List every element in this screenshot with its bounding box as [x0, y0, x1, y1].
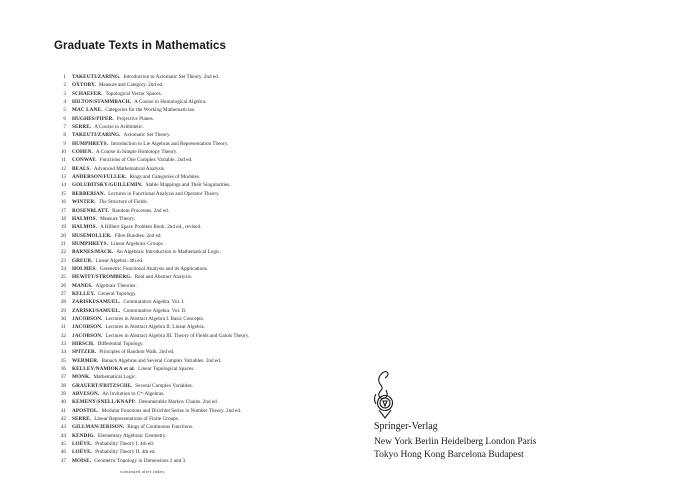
- publisher-cities: [374, 436, 536, 462]
- series-number: 43: [60, 424, 66, 431]
- series-author: SERRE.: [72, 416, 92, 423]
- series-author: SERRE.: [72, 124, 92, 131]
- series-list-item: [48, 332, 348, 340]
- series-book-title: Stable Mappings and Their Singularities.: [145, 182, 231, 189]
- series-author: GREUB.: [72, 257, 93, 264]
- series-number: 22: [60, 249, 66, 256]
- series-book-title: A Course in Arithmetic.: [94, 124, 144, 131]
- series-book-title: Axiomatic Set Theory.: [123, 132, 171, 139]
- series-list-item: [48, 156, 348, 164]
- series-author: GILLMAN/JERISON.: [72, 424, 125, 431]
- series-number: 7: [63, 124, 66, 131]
- series-number: 44: [60, 432, 66, 439]
- series-author: APOSTOL.: [72, 407, 99, 414]
- series-author: JACOBSON.: [72, 315, 103, 322]
- series-author: HEWITT/STROMBERG.: [72, 274, 132, 281]
- series-number: 45: [60, 441, 66, 448]
- series-number: 15: [60, 190, 66, 197]
- series-author: WERMER.: [72, 357, 99, 364]
- series-book-title: Real and Abstract Analysis.: [134, 274, 193, 281]
- series-book-title: Modular Functions and Dirichlet Series in Number Theory. 2nd ed.: [101, 407, 242, 414]
- series-number: 36: [60, 366, 66, 373]
- series-number: 32: [60, 332, 66, 339]
- series-number: 25: [60, 274, 66, 281]
- series-book-title: Lectures in Functional Analysis and Operator Theory.: [108, 190, 220, 197]
- series-book-title: Probability Theory II. 4th ed.: [95, 449, 156, 456]
- series-number: 29: [60, 307, 66, 314]
- series-number: 27: [60, 290, 66, 297]
- series-book-title: Lectures in Abstract Algebra I. Basic Concepts.: [105, 315, 204, 322]
- series-author: ZARISKI/SAMUEL.: [72, 299, 121, 306]
- series-number: 21: [60, 240, 66, 247]
- series-book-title: The Structure of Fields.: [98, 199, 148, 206]
- series-book-title: Probability Theory I. 4th ed.: [95, 441, 155, 448]
- series-author: HOLMES.: [72, 265, 97, 272]
- series-list-item: [48, 323, 348, 331]
- series-list-item: [48, 415, 348, 423]
- series-list-item: [48, 282, 348, 290]
- series-list-item: [48, 148, 348, 156]
- series-list-item: [48, 190, 348, 198]
- series-book-title: Several Complex Variables.: [135, 382, 193, 389]
- series-book-title: A Course in Simple Homotopy Theory.: [95, 149, 178, 156]
- springer-knight-logo-icon: [370, 368, 400, 424]
- series-list-item: [48, 357, 348, 365]
- series-number: 12: [60, 165, 66, 172]
- series-list-item: [48, 106, 348, 114]
- series-author: WINTER.: [72, 199, 96, 206]
- series-author: BERBERIAN.: [72, 190, 106, 197]
- series-number: 16: [60, 199, 66, 206]
- series-author: KELLEY.: [72, 290, 96, 297]
- series-book-title: An Invitation to C*-Algebras.: [102, 391, 165, 398]
- series-number: 35: [60, 357, 66, 364]
- series-author: GOLUBITSKY/GUILLEMIN.: [72, 182, 143, 189]
- series-list-item: [48, 407, 348, 415]
- series-book-title: Introduction to Axiomatic Set Theory. 2nd ed.: [123, 74, 220, 80]
- series-number: 20: [60, 232, 66, 239]
- series-book-title: A Course in Homological Algebra.: [134, 99, 207, 106]
- series-list-item: [48, 232, 348, 240]
- series-book-title: Linear Algebra. 4th ed.: [95, 257, 144, 264]
- series-number: 3: [63, 90, 66, 97]
- series-book-title: Linear Representations of Finite Groups.: [94, 416, 180, 423]
- cities-line: New York Berlin Heidelberg London Paris: [374, 437, 537, 447]
- series-number: 37: [60, 374, 66, 381]
- series-book-title: Fibre Bundles. 2nd ed.: [114, 232, 162, 239]
- series-author: HALMOS.: [72, 224, 98, 231]
- series-number: 40: [60, 399, 66, 406]
- series-number: 9: [63, 140, 66, 147]
- series-book-title: Introduction to Lie Algebras and Representation Theory.: [111, 140, 229, 147]
- series-list-item: [48, 140, 348, 148]
- series-list-item: [48, 398, 348, 406]
- series-list-item: [48, 298, 348, 306]
- series-number: 6: [63, 115, 66, 122]
- series-author: HUGHES/PIPER.: [72, 115, 114, 122]
- series-author: SCHAEFER.: [72, 90, 103, 97]
- series-list-item: [48, 423, 348, 431]
- series-number: 42: [60, 416, 66, 423]
- series-list-item: [48, 382, 348, 390]
- series-book-title: Advanced Mathematical Analysis.: [93, 165, 166, 172]
- series-book-title: Rings and Categories of Modules.: [129, 174, 201, 181]
- series-author: HALMOS.: [72, 215, 98, 222]
- series-number: 8: [63, 132, 66, 139]
- series-number: 46: [60, 449, 66, 456]
- series-list-item: [48, 115, 348, 123]
- series-list-item: [48, 98, 348, 106]
- series-number: 47: [60, 457, 66, 464]
- series-author: HUSEMOLLER.: [72, 232, 112, 239]
- series-list-item: [48, 81, 348, 89]
- series-list-item: [48, 390, 348, 398]
- series-author: BEALS.: [72, 165, 91, 172]
- series-author: JACOBSON.: [72, 324, 103, 331]
- cities-line: Tokyo Hong Kong Barcelona Budapest: [374, 450, 524, 460]
- series-book-title: Commutative Algebra. Vol. II.: [123, 307, 187, 314]
- series-book-title: Categories for the Working Mathematician.: [105, 107, 196, 114]
- series-author: COHEN.: [72, 149, 93, 156]
- series-book-title: Lectures in Abstract Algebra II. Linear Algebra.: [105, 324, 205, 331]
- series-number: 18: [60, 215, 66, 222]
- series-list-item: [48, 340, 348, 348]
- series-book-title: Algebraic Theories.: [95, 282, 137, 289]
- series-number: 24: [60, 265, 66, 272]
- series-book-title: Rings of Continuous Functions.: [127, 424, 194, 431]
- series-book-title: Random Processes. 2nd ed.: [112, 207, 170, 214]
- series-book-title: Measure and Category. 2nd ed.: [98, 82, 164, 89]
- series-book-title: An Algebraic Introduction to Mathematical Logic.: [116, 249, 221, 256]
- series-author: TAKEUTI/ZARING.: [72, 132, 121, 139]
- series-list-item: [48, 440, 348, 448]
- series-list-item: [48, 265, 348, 273]
- series-list-item: [48, 215, 348, 223]
- series-list-item: [48, 90, 348, 98]
- series-list-item: [48, 248, 348, 256]
- series-list-item: [48, 290, 348, 298]
- series-book-title: Functions of One Complex Variable. 2nd ed.: [99, 157, 193, 164]
- series-number: 33: [60, 341, 66, 347]
- series-number: 14: [60, 182, 66, 189]
- publisher-name: Springer-Verlag: [374, 421, 438, 432]
- series-author: ANDERSON/FULLER.: [72, 174, 127, 181]
- series-number: 41: [60, 407, 66, 414]
- series-author: CONWAY.: [72, 157, 97, 164]
- series-number: 23: [60, 257, 66, 264]
- series-author: GRAUERT/FRITZSCHE.: [72, 382, 133, 389]
- series-number: 31: [60, 324, 66, 331]
- series-number: 1: [63, 74, 66, 80]
- series-title: Graduate Texts in Mathematics: [54, 40, 227, 52]
- series-number: 39: [60, 391, 66, 398]
- series-number: 34: [60, 349, 66, 356]
- series-book-title: Projective Planes.: [116, 115, 154, 122]
- series-book-title: Lectures in Abstract Algebra III. Theory of Fields and Galois Theory.: [105, 332, 250, 339]
- series-author: SPITZER.: [72, 349, 97, 356]
- series-list-item: [48, 432, 348, 440]
- series-author: LOÈVE.: [72, 441, 93, 448]
- series-number: 28: [60, 299, 66, 306]
- series-author: KELLEY/NAMIOKA et al.: [72, 366, 136, 373]
- series-book-title: Principles of Random Walk. 2nd ed.: [99, 349, 175, 356]
- series-number: 10: [60, 149, 66, 156]
- series-book-title: Geometric Topology in Dimensions 2 and 3.: [94, 457, 187, 464]
- series-number: 38: [60, 382, 66, 389]
- series-book-title: General Topology.: [98, 290, 137, 297]
- series-list-item: [48, 307, 348, 315]
- series-list-item: [48, 131, 348, 139]
- series-author: HUMPHREYS.: [72, 240, 109, 247]
- series-number: 19: [60, 224, 66, 231]
- series-author: ROSENBLATT.: [72, 207, 110, 214]
- series-list-item: [48, 373, 348, 381]
- series-number: 5: [63, 107, 66, 114]
- series-number: 26: [60, 282, 66, 289]
- series-author: MAC LANE.: [72, 107, 103, 114]
- series-number: 4: [63, 99, 66, 106]
- series-list-item: [48, 348, 348, 356]
- series-author: MOISE.: [72, 457, 92, 464]
- series-author: ZARISKI/SAMUEL.: [72, 307, 121, 314]
- series-author: HILTON/STAMMBACH.: [72, 99, 132, 106]
- series-author: MANES.: [72, 282, 93, 289]
- series-number: 30: [60, 315, 66, 322]
- series-list-item: [48, 365, 348, 373]
- series-number: 13: [60, 174, 66, 181]
- series-list-item: [48, 240, 348, 248]
- series-author: OXTOBY.: [72, 82, 96, 89]
- series-book-title: Elementary Algebraic Geometry.: [98, 432, 167, 439]
- series-author: HUMPHREYS.: [72, 140, 109, 147]
- series-author: HIRSCH.: [72, 341, 95, 347]
- series-book-title: Measure Theory.: [100, 215, 136, 222]
- series-author: ARVESON.: [72, 391, 100, 398]
- series-book-title: Linear Algebraic Groups.: [111, 240, 164, 247]
- series-number: 17: [60, 207, 66, 214]
- series-list-item: [48, 223, 348, 231]
- series-list-item: [48, 457, 348, 465]
- series-list-item: [48, 448, 348, 456]
- series-book-title: Differential Topology.: [97, 341, 144, 347]
- series-list-item: [48, 273, 348, 281]
- series-book-title: A Hilbert Space Problem Book. 2nd ed., revised.: [100, 224, 202, 231]
- series-author: LOÈVE.: [72, 449, 93, 456]
- series-book-title: Mathematical Logic.: [93, 374, 137, 381]
- series-book-title: Denumerable Markov Chains. 2nd ed.: [138, 399, 219, 406]
- series-author: MONK.: [72, 374, 91, 381]
- series-list-item: [48, 207, 348, 215]
- series-book-title: Geometric Functional Analysis and its Applications.: [99, 265, 209, 272]
- continued-note: continued after index: [120, 469, 165, 474]
- series-list-item: [48, 181, 348, 189]
- series-author: BARNES/MACK.: [72, 249, 114, 256]
- series-book-title: Commutative Algebra. Vol. I.: [123, 299, 185, 306]
- series-list-item: [48, 165, 348, 173]
- series-list-item: [48, 315, 348, 323]
- right-page: [350, 0, 700, 494]
- series-list: [48, 73, 348, 465]
- series-book-title: Banach Algebras and Several Complex Variables. 2nd ed.: [101, 357, 222, 364]
- series-author: KENDIG.: [72, 432, 96, 439]
- series-author: KEMENY/SNELL/KNAPP.: [72, 399, 136, 406]
- series-list-item: [48, 173, 348, 181]
- series-list-item: [48, 123, 348, 131]
- series-number: 2: [63, 82, 66, 89]
- series-book-title: Topological Vector Spaces.: [105, 90, 162, 97]
- series-number: 11: [61, 157, 66, 164]
- series-book-title: Linear Topological Spaces.: [138, 366, 195, 373]
- series-author: JACOBSON.: [72, 332, 103, 339]
- series-list-item: [48, 198, 348, 206]
- series-list-item: [48, 257, 348, 265]
- series-list-item: [48, 73, 348, 81]
- series-author: TAKEUTI/ZARING.: [72, 74, 121, 80]
